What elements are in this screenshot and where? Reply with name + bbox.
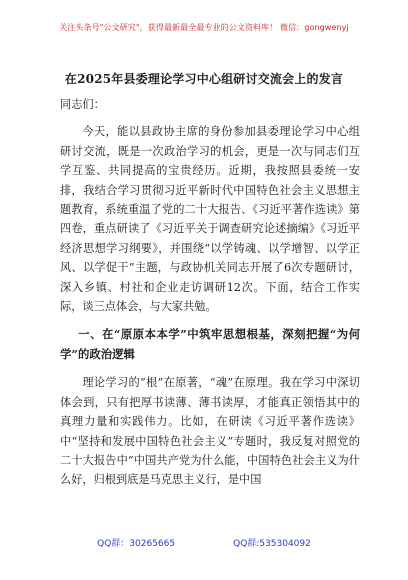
document-title: 在2025年县委理论学习中心组研讨交流会上的发言	[64, 72, 344, 86]
document-body	[60, 95, 360, 490]
top-banner: 关注头条号"公文研究"，获得最新最全最专业的公文资料库！ 微信：gongwenyj	[59, 23, 349, 32]
greeting: 同志们：	[60, 98, 105, 111]
intro-paragraph: 今天，能以县政协主席的身份参加县委理论学习中心组研讨交流，既是一次政治学习的机会，更是一次与同志们互学互鉴、共同提高的宝贵经历。近期，我按照县委统一安排，我结合学习贯彻习近平新时代中国特色社会主义思想主题教育，系统重温了党的二十大报告、《习近平著作选读》第四卷，重点研读了《习近平关于调查研究论述摘编》《习近平经济思想学习纲要》，并围绕“以学铸魂、以学增智、以学正风、以学促干”主题，与政协机关同志开展了6次专题研讨，深入乡镇、村社和企业走访调研12次。下面，结合工作实际，谈三点体会，与大家共勉。	[60, 125, 360, 314]
qq-group-2: QQ群:535304092	[233, 539, 311, 549]
qq-group-1: QQ群：30265665	[97, 539, 176, 549]
spacer	[60, 316, 360, 323]
section-paragraph: 理论学习的“根”在原著，“魂”在原理。我在学习中深切体会到，只有把厚书读薄、薄书读厚，才能真正领悟其中的真理力量和实践伟力。比如，在研读《习近平著作选读》中“坚持和发展中国特色社会主义”专题时，我反复对照党的二十大报告中“中国共产党为什么能，中国特色社会主义为什么好，归根到底是马克思主义行，是中国	[60, 376, 360, 487]
spacer	[60, 366, 360, 373]
section-heading: 一、在“原原本本学”中筑牢思想根基，深刻把握“为何学”的政治逻辑	[60, 327, 360, 361]
footer	[0, 536, 408, 549]
